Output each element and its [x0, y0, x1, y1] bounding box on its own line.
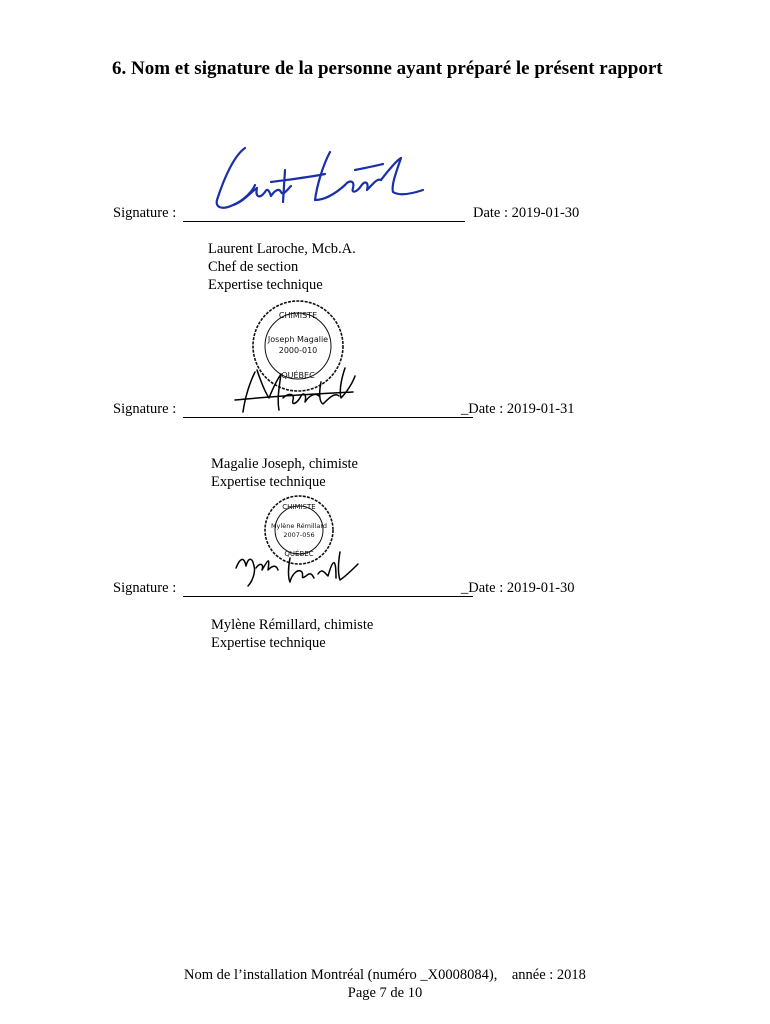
section-heading: 6. Nom et signature de la personne ayant préparé le présent rapport [112, 58, 663, 79]
svg-text:Joseph Magalie: Joseph Magalie [267, 335, 329, 344]
signature-label: Signature : [113, 205, 177, 221]
signature-date: _Date : 2019-01-31 [461, 401, 575, 417]
signature-line [183, 221, 465, 222]
signatory-name: Mylène Rémillard, chimiste [211, 617, 374, 633]
svg-text:Mylène Rémillard: Mylène Rémillard [270, 522, 328, 530]
svg-text:CHIMISTE: CHIMISTE [282, 503, 316, 511]
signatory-department: Expertise technique [211, 474, 326, 490]
signature-line [183, 417, 442, 418]
signatory-department: Expertise technique [211, 635, 326, 651]
footer-installation: Nom de l’installation Montréal (numéro _X0008084), année : 2018 [184, 967, 586, 983]
signature-date: Date : 2019-01-30 [473, 205, 580, 221]
signatory-name: Magalie Joseph, chimiste [211, 456, 358, 472]
svg-text:QUÉBEC: QUÉBEC [281, 371, 315, 380]
signatory-title: Chef de section [208, 259, 299, 275]
signature-date: _Date : 2019-01-30 [461, 580, 575, 596]
signatory-block-3 [211, 616, 373, 652]
signatory-name: Laurent Laroche, Mcb.A. [208, 241, 356, 257]
signature-row-1 [113, 205, 176, 222]
signature-line [183, 596, 473, 597]
signature-label: Signature : [113, 580, 177, 596]
signatory-department: Expertise technique [208, 277, 323, 293]
signature-row-2 [113, 401, 176, 418]
signature-row-3 [113, 580, 176, 597]
page-footer [0, 966, 770, 1002]
signature-laroche [205, 130, 425, 220]
svg-text:2007-056: 2007-056 [283, 531, 315, 539]
signature-joseph [235, 362, 360, 422]
svg-text:QUÉBEC: QUÉBEC [284, 550, 314, 558]
signature-remillard [232, 548, 362, 588]
svg-text:2000-010: 2000-010 [278, 346, 318, 355]
signatory-block-2 [211, 455, 358, 491]
page-number: Page 7 de 10 [347, 985, 423, 1001]
signature-label: Signature : [113, 401, 177, 417]
svg-text:CHIMISTE: CHIMISTE [278, 311, 318, 320]
signatory-block-1 [208, 240, 356, 294]
